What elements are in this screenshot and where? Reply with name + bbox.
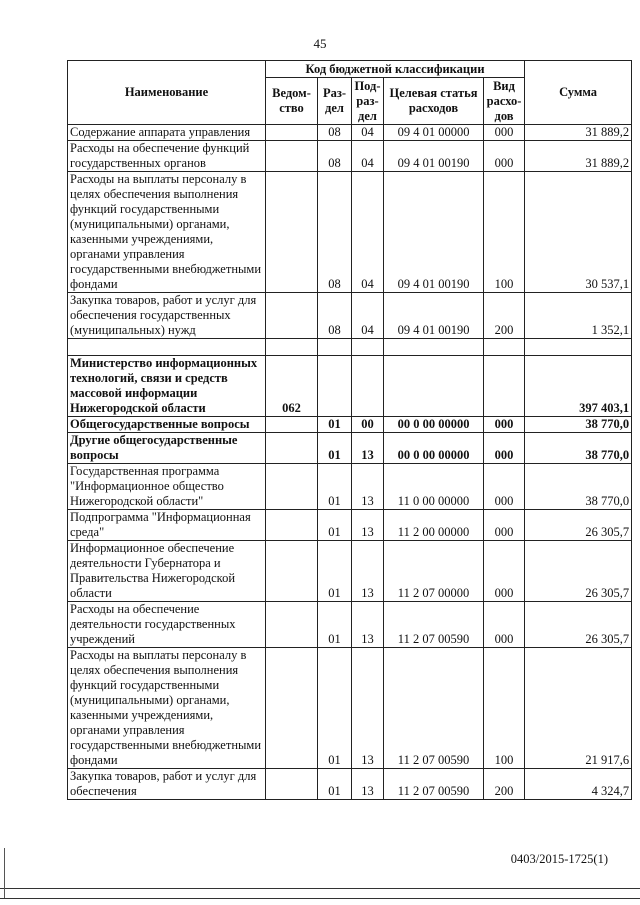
row-subsection: 00 (352, 417, 384, 433)
row-sum: 38 770,0 (525, 433, 632, 464)
row-sum: 31 889,2 (525, 141, 632, 172)
row-section: 01 (318, 510, 352, 541)
row-dept (266, 541, 318, 602)
row-exp-type: 000 (484, 510, 525, 541)
row-target: 11 2 00 00000 (384, 510, 484, 541)
row-exp-type: 000 (484, 433, 525, 464)
row-subsection: 13 (352, 541, 384, 602)
row-subsection: 13 (352, 769, 384, 800)
table-row (68, 141, 632, 172)
table-row (68, 172, 632, 293)
row-sum (525, 339, 632, 356)
row-sum: 31 889,2 (525, 125, 632, 141)
table-row (68, 125, 632, 141)
row-exp-type: 000 (484, 464, 525, 510)
row-sum: 38 770,0 (525, 417, 632, 433)
row-sum: 26 305,7 (525, 602, 632, 648)
row-section: 08 (318, 293, 352, 339)
row-exp-type: 100 (484, 172, 525, 293)
table-row (68, 417, 632, 433)
row-sum: 1 352,1 (525, 293, 632, 339)
row-dept (266, 510, 318, 541)
row-section: 01 (318, 541, 352, 602)
page-number: 45 (313, 36, 327, 51)
row-subsection: 13 (352, 510, 384, 541)
row-sum: 397 403,1 (525, 356, 632, 417)
row-sum: 26 305,7 (525, 510, 632, 541)
edge-mark (4, 848, 5, 898)
row-target: 09 4 01 00000 (384, 125, 484, 141)
row-exp-type: 100 (484, 648, 525, 769)
row-subsection: 13 (352, 433, 384, 464)
row-target: 11 2 07 00590 (384, 648, 484, 769)
row-subsection: 04 (352, 125, 384, 141)
row-section (318, 356, 352, 417)
row-target (384, 356, 484, 417)
table-row (68, 293, 632, 339)
row-section (318, 339, 352, 356)
row-dept (266, 769, 318, 800)
row-target: 11 2 07 00000 (384, 541, 484, 602)
row-exp-type: 000 (484, 602, 525, 648)
row-section: 01 (318, 433, 352, 464)
header-target: Целевая статья расходов (384, 78, 484, 125)
row-sum: 21 917,6 (525, 648, 632, 769)
row-section: 08 (318, 141, 352, 172)
row-target (384, 339, 484, 356)
row-name: Расходы на выплаты персоналу в целях обеспечения выполнения функций государственными (муниципальными) органами, казенными учреждениями, органами управления государственными внебюджетными фондами (68, 172, 266, 293)
row-section: 01 (318, 769, 352, 800)
row-exp-type: 200 (484, 293, 525, 339)
row-exp-type: 000 (484, 141, 525, 172)
row-subsection: 04 (352, 141, 384, 172)
row-target: 09 4 01 00190 (384, 172, 484, 293)
row-subsection: 04 (352, 172, 384, 293)
header-dept: Ведом-ство (266, 78, 318, 125)
table-row (68, 648, 632, 769)
row-sum: 30 537,1 (525, 172, 632, 293)
row-name: Другие общегосударственные вопросы (68, 433, 266, 464)
row-dept (266, 433, 318, 464)
header-name: Наименование (68, 61, 266, 125)
row-name: Содержание аппарата управления (68, 125, 266, 141)
row-name: Общегосударственные вопросы (68, 417, 266, 433)
table-row (68, 510, 632, 541)
row-section: 01 (318, 602, 352, 648)
row-section: 08 (318, 172, 352, 293)
document-code: 0403/2015-1725(1) (510, 852, 608, 866)
row-subsection: 13 (352, 464, 384, 510)
bottom-rule (0, 888, 640, 889)
row-subsection: 13 (352, 648, 384, 769)
header-sum: Сумма (525, 61, 632, 125)
table-row (68, 464, 632, 510)
row-target: 11 2 07 00590 (384, 602, 484, 648)
row-target: 00 0 00 00000 (384, 417, 484, 433)
row-section: 01 (318, 417, 352, 433)
row-section: 01 (318, 464, 352, 510)
row-name: Закупка товаров, работ и услуг для обеспечения государственных (муниципальных) нужд (68, 293, 266, 339)
header-section: Раз-дел (318, 78, 352, 125)
row-dept (266, 417, 318, 433)
row-sum: 4 324,7 (525, 769, 632, 800)
row-subsection (352, 339, 384, 356)
row-subsection: 13 (352, 602, 384, 648)
row-name: Министерство информационных технологий, связи и средств массовой информации Нижегородской области (68, 356, 266, 417)
row-exp-type: 200 (484, 769, 525, 800)
row-sum: 38 770,0 (525, 464, 632, 510)
row-dept (266, 172, 318, 293)
header-exp-type: Вид расхо-дов (484, 78, 525, 125)
row-dept: 062 (266, 356, 318, 417)
row-name: Закупка товаров, работ и услуг для обеспечения (68, 769, 266, 800)
header-code-group: Код бюджетной классификации (266, 61, 525, 78)
row-name: Информационное обеспечение деятельности Губернатора и Правительства Нижегородской области (68, 541, 266, 602)
table-row (68, 433, 632, 464)
row-name: Подпрограмма "Информационная среда" (68, 510, 266, 541)
row-target: 00 0 00 00000 (384, 433, 484, 464)
row-exp-type (484, 356, 525, 417)
row-exp-type: 000 (484, 541, 525, 602)
row-dept (266, 602, 318, 648)
row-section: 01 (318, 648, 352, 769)
row-target: 11 2 07 00590 (384, 769, 484, 800)
row-exp-type: 000 (484, 417, 525, 433)
row-exp-type: 000 (484, 125, 525, 141)
header-subsection: Под-раз-дел (352, 78, 384, 125)
row-target: 09 4 01 00190 (384, 141, 484, 172)
row-target: 11 0 00 00000 (384, 464, 484, 510)
table-row (68, 769, 632, 800)
row-target: 09 4 01 00190 (384, 293, 484, 339)
row-subsection (352, 356, 384, 417)
row-dept (266, 464, 318, 510)
row-name: Расходы на обеспечение деятельности государственных учреждений (68, 602, 266, 648)
table-row (68, 339, 632, 356)
budget-table (67, 60, 632, 800)
row-exp-type (484, 339, 525, 356)
row-dept (266, 141, 318, 172)
row-dept (266, 648, 318, 769)
row-dept (266, 125, 318, 141)
table-row (68, 602, 632, 648)
row-name: Расходы на обеспечение функций государственных органов (68, 141, 266, 172)
table-row (68, 356, 632, 417)
row-section: 08 (318, 125, 352, 141)
row-name: Расходы на выплаты персоналу в целях обеспечения выполнения функций государственными (муниципальными) органами, казенными учреждениями, органами управления государственными внебюджетными фондами (68, 648, 266, 769)
row-dept (266, 293, 318, 339)
table-row (68, 541, 632, 602)
bottom-rule (0, 898, 640, 899)
row-name (68, 339, 266, 356)
row-name: Государственная программа "Информационное общество Нижегородской области" (68, 464, 266, 510)
row-subsection: 04 (352, 293, 384, 339)
row-sum: 26 305,7 (525, 541, 632, 602)
row-dept (266, 339, 318, 356)
